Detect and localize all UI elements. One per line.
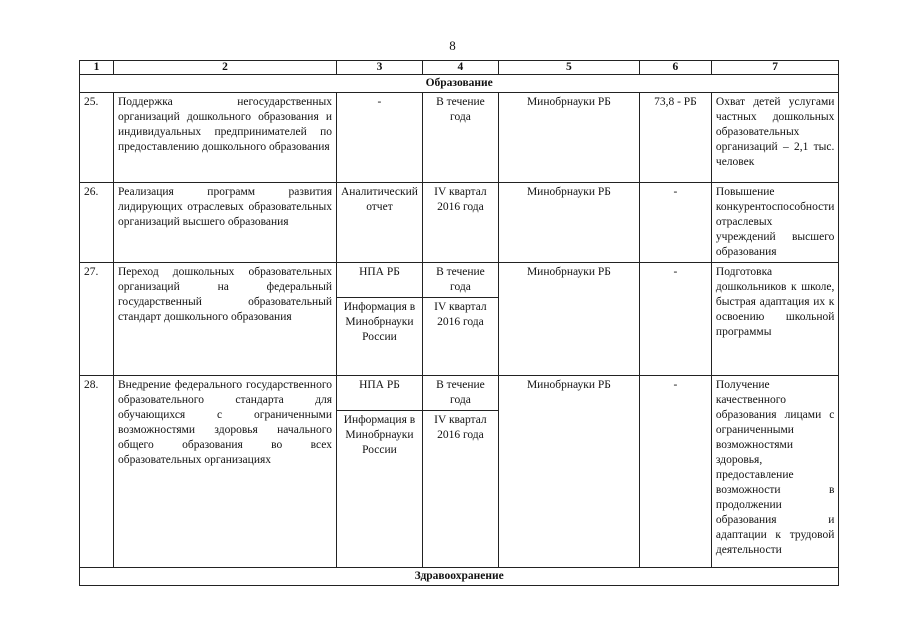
table-row <box>80 93 839 183</box>
row-number: 25. <box>80 93 114 183</box>
term-cell: В течение года <box>422 263 498 298</box>
executor-cell: Минобрнауки РБ <box>498 263 639 376</box>
section-row <box>80 75 839 93</box>
row-number: 26. <box>80 183 114 263</box>
measure-cell: Поддержка негосударственных организаций дошкольного образования и индивидуальных предпринимателей по предоставлению дошкольного образования <box>114 93 337 183</box>
column-header: 3 <box>337 61 423 75</box>
column-header: 1 <box>80 61 114 75</box>
measures-table <box>79 60 839 586</box>
document-cell: НПА РБ <box>337 263 423 298</box>
column-header: 6 <box>639 61 711 75</box>
document-cell: Информация в Минобрнауки России <box>337 411 423 568</box>
term-cell: В течение года <box>422 376 498 411</box>
table-row <box>80 183 839 263</box>
term-cell: IV квартал 2016 года <box>422 411 498 568</box>
result-cell: Охват детей услугами частных дошкольных образовательных организаций – 2,1 тыс. человек <box>711 93 838 183</box>
table-row <box>80 376 839 411</box>
document-cell: - <box>337 93 423 183</box>
result-cell: Подготовка дошкольников к школе, быстрая адаптация их к освоению школьной программы <box>711 263 838 376</box>
header-row <box>80 61 839 75</box>
section-title-healthcare: Здравоохранение <box>80 568 839 586</box>
table-row <box>80 263 839 298</box>
indicator-cell: 73,8 - РБ <box>639 93 711 183</box>
measure-cell: Переход дошкольных образовательных организаций на федеральный государственный образовательный стандарт дошкольного образования <box>114 263 337 376</box>
indicator-cell: - <box>639 376 711 568</box>
executor-cell: Минобрнауки РБ <box>498 376 639 568</box>
term-cell: IV квартал 2016 года <box>422 298 498 376</box>
document-cell: Информация в Минобрнауки России <box>337 298 423 376</box>
result-cell: Получение качественного образования лицами с ограниченными возможностями здоровья, предоставление возможности в продолжении образования и адаптации к трудовой деятельности <box>711 376 838 568</box>
term-cell: IV квартал 2016 года <box>422 183 498 263</box>
indicator-cell: - <box>639 263 711 376</box>
page-number: 8 <box>449 38 456 53</box>
executor-cell: Минобрнауки РБ <box>498 93 639 183</box>
section-title-education: Образование <box>80 75 839 93</box>
column-header: 7 <box>711 61 838 75</box>
column-header: 5 <box>498 61 639 75</box>
term-cell: В течение года <box>422 93 498 183</box>
measure-cell: Реализация программ развития лидирующих отраслевых образовательных организаций высшего образования <box>114 183 337 263</box>
row-number: 28. <box>80 376 114 568</box>
column-header: 4 <box>422 61 498 75</box>
section-row <box>80 568 839 586</box>
row-number: 27. <box>80 263 114 376</box>
document-cell: Аналитический отчет <box>337 183 423 263</box>
measure-cell: Внедрение федерального государственного образовательного стандарта для обучающихся с ограниченными возможностями здоровья начального общего образования во всех образовательных организациях <box>114 376 337 568</box>
result-cell: Повышение конкурентоспособности отраслевых учреждений высшего образования <box>711 183 838 263</box>
column-header: 2 <box>114 61 337 75</box>
indicator-cell: - <box>639 183 711 263</box>
document-cell: НПА РБ <box>337 376 423 411</box>
executor-cell: Минобрнауки РБ <box>498 183 639 263</box>
